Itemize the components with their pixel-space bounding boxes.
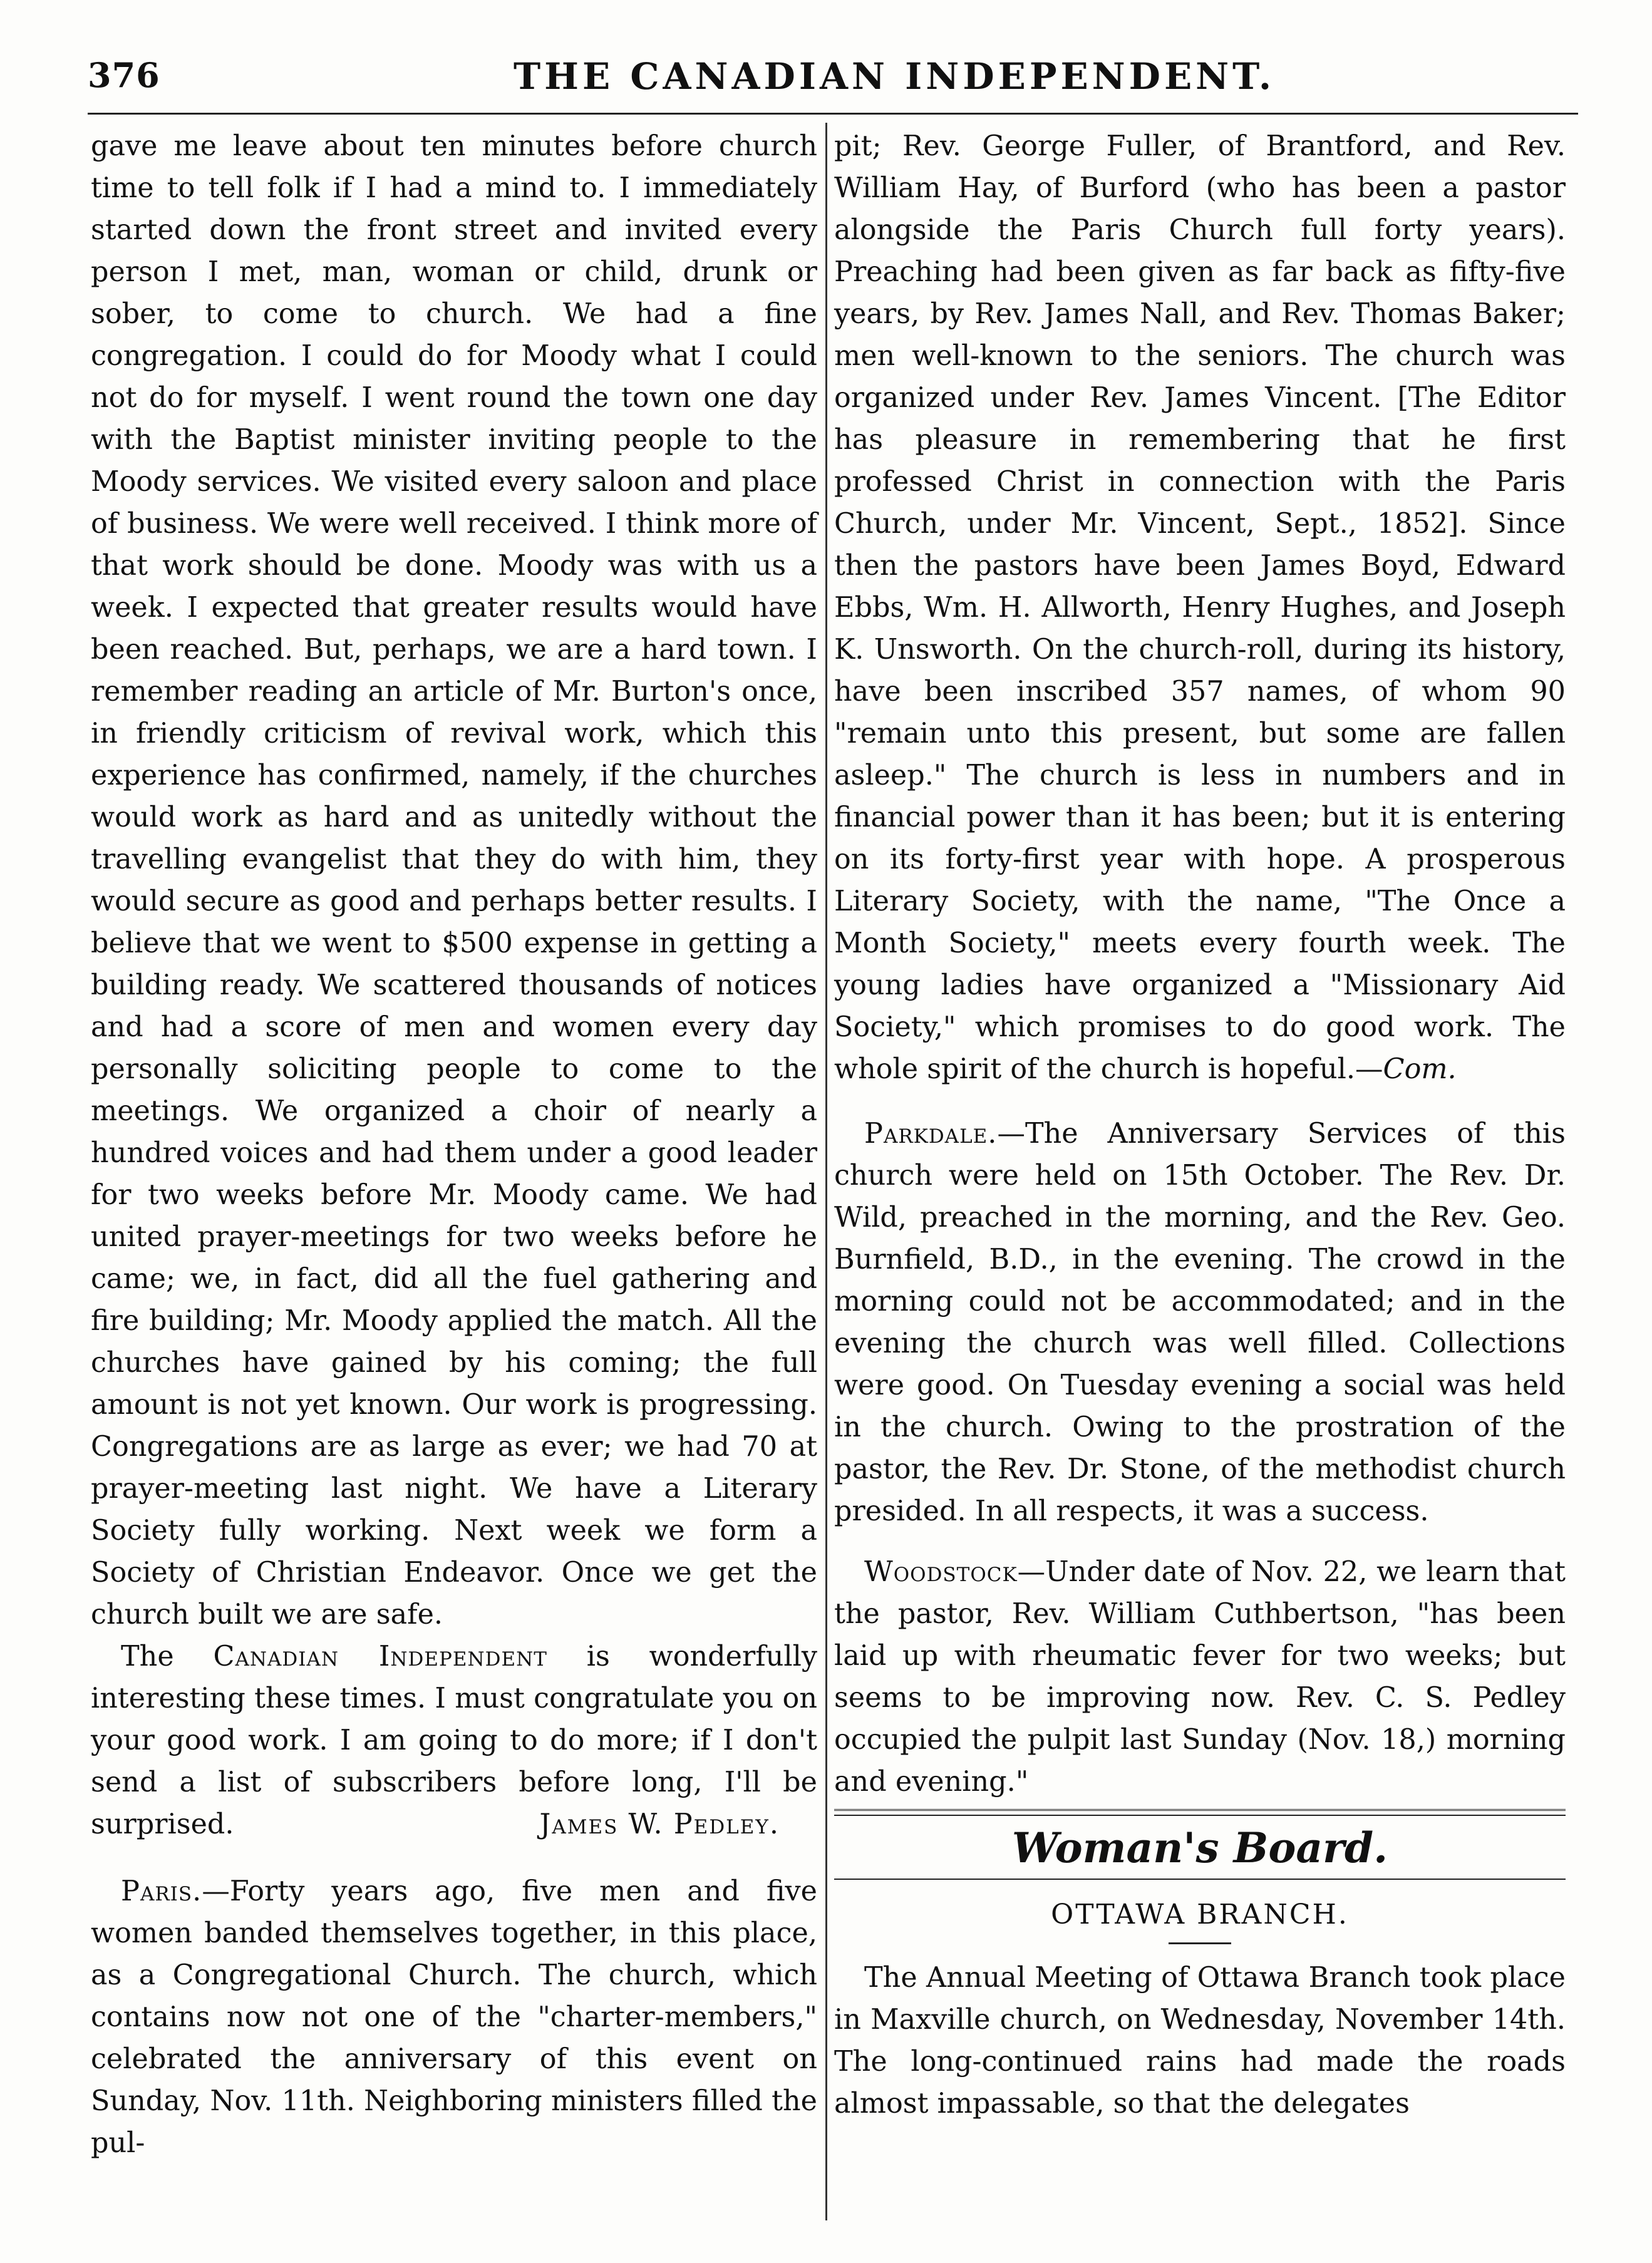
heading-rule — [834, 1879, 1566, 1880]
right-column — [834, 125, 1566, 2125]
paris-article: Paris.—Forty years ago, five men and five women banded themselves together, in this place, as a Congregational Church. The church, which contains now not one of the "charter-members," celebrated the anniversary of this event on Sunday, Nov. 11th. Neighboring ministers filled the pul- — [91, 1875, 817, 2159]
letter-paragraph: gave me leave about ten minutes before church time to tell folk if I had a mind to. I immediately started down the front street and invited every person I met, man, woman or child, drunk or sober, to come to church. We had a fine congregation. I could do for Moody what I could not do for myself. I went round the town one day with the Baptist minister inviting people to the Moody services. We visited every saloon and place of business. We were well received. I think more of that work should be done. Moody was with us a week. I expected that greater results would have been reached. But, perhaps, we are a hard town. I remember reading an article of Mr. Burton's once, in friendly criticism of revival work, which this experience has confirmed, namely, if the churches would work as hard and as unitedly without the travelling evangelist that they do with him, they would secure as good and perhaps better results. I believe that we went to $500 expense in getting a building ready. We scattered thousands of notices and had a score of men and women every day personally soliciting people to come to the meetings. We organized a choir of nearly a hundred voices and had them under a good leader for two weeks before Mr. Moody came. We had united prayer-meetings for two weeks before he came; we, in fact, did all the fuel gathering and fire building; Mr. Moody applied the match. All the churches have gained by his coming; the full amount is not yet known. Our work is progressing. Congregations are as large as ever; we had 70 at prayer-meeting last night. We have a Literary Society fully working. Next week we form a Society of Christian Endeavor. Once we get the church built we are safe. — [91, 130, 817, 1631]
ottawa-article: The Annual Meeting of Ottawa Branch took place in Maxville church, on Wednesday, November 14th. The long-continued rains had made the roads almost impassable, so that the delegates — [834, 1962, 1566, 2120]
signature: James W. Pedley. — [539, 1808, 780, 1840]
woodstock-article: Woodstock—Under date of Nov. 22, we learn that the pastor, Rev. William Cuthbertson, "has been laid up with rheumatic fever for two weeks; but seems to be improving now. Rev. C. S. Pedley occupied the pulpit last Sunday (Nov. 18,) morning and evening." — [834, 1556, 1566, 1798]
journal-title: THE CANADIAN INDEPENDENT. — [514, 55, 1276, 98]
header-rule — [88, 113, 1578, 115]
womans-board-heading: Woman's Board. — [1011, 1823, 1388, 1872]
left-column — [91, 125, 817, 2164]
letter-closing-paragraph: The Canadian Independent is wonderfully interesting these times. I must congratulate you on your good work. I am going to do more; if I don't send a list of subscribers before long, I'll be surprised. — [91, 1641, 817, 1840]
ottawa-branch-heading: OTTAWA BRANCH. — [1051, 1899, 1349, 1931]
parkdale-article: Parkdale.—The Anniversary Services of this church were held on 15th October. The Rev. Dr. Wild, preached in the morning, and the Rev. Geo. Burnfield, B.D., in the evening. The crowd in the morning could not be accommodated; and in the evening the church was well filled. Collections were good. On Tuesday evening a social was held in the church. Owing to the prostration of the pastor, the Rev. Dr. Stone, of the methodist church presided. In all respects, it was a success. — [834, 1118, 1566, 1527]
paris-article-continued: pit; Rev. George Fuller, of Brantford, and Rev. William Hay, of Burford (who has been a pastor alongside the Paris Church full forty years). Preaching had been given as far back as fifty-five years, by Rev. James Nall, and Rev. Thomas Baker; men well-known to the seniors. The church was organized under Rev. James Vincent. [The Editor has pleasure in remembering that he first professed Christ in connection with the Paris Church, under Mr. Vincent, Sept., 1852]. Since then the pastors have been James Boyd, Edward Ebbs, Wm. H. Allworth, Henry Hughes, and Joseph K. Unsworth. On the church-roll, during its history, have been inscribed 357 names, of whom 90 "remain unto this present, but some are fallen asleep." The church is less in numbers and in financial power than it has been; but it is entering on its forty-first year with hope. A prosperous Literary Society, with the name, "The Once a Month Society," meets every fourth week. The young ladies have organized a "Missionary Aid Society," which promises to do good work. The whole spirit of the church is hopeful.—Com. — [834, 130, 1566, 1085]
page-header — [88, 55, 1591, 111]
column-divider — [825, 123, 827, 2220]
paper-name: Canadian Independent — [213, 1641, 547, 1673]
paris-credit: Com. — [1383, 1053, 1457, 1085]
page-number: 376 — [88, 55, 160, 95]
woodstock-heading: Woodstock — [864, 1556, 1018, 1588]
paris-heading: Paris. — [121, 1875, 202, 1907]
short-rule — [1169, 1942, 1231, 1944]
section-rule — [834, 1809, 1566, 1816]
parkdale-heading: Parkdale. — [864, 1118, 998, 1150]
